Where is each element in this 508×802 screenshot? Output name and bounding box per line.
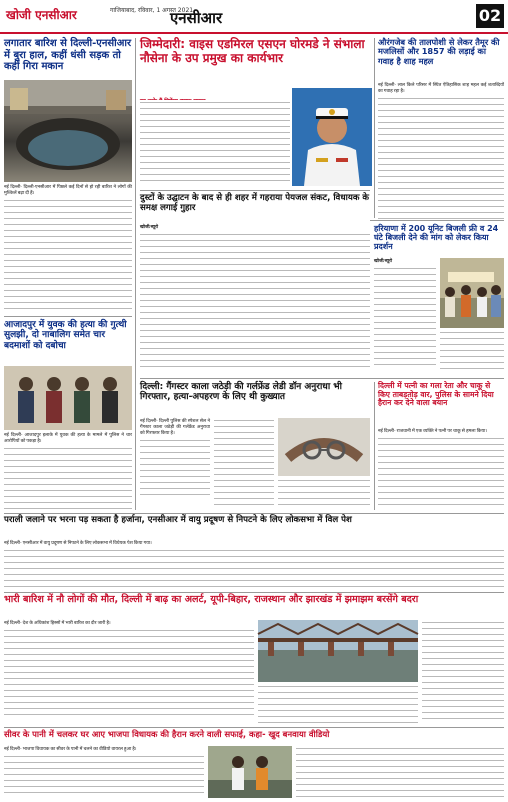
admiral-photo <box>292 88 372 186</box>
navy-byline-box <box>140 88 290 98</box>
arrest-photo-art <box>4 366 132 430</box>
arrest-photo <box>4 366 132 430</box>
aurangzeb-lead: नई दिल्ली- लाल किले परिसर में स्थित ऐतिहासिक शाह महल कई शताब्दियों का गवाह रहा है। <box>378 82 504 93</box>
knife-body <box>378 428 504 510</box>
gangster-body <box>140 418 210 510</box>
sewer-photo <box>208 746 292 798</box>
flood-headline-box <box>4 594 504 618</box>
sewer-photo-art <box>208 746 292 798</box>
rain-body-lines <box>4 198 132 314</box>
section-title: एनसीआर <box>170 9 223 27</box>
power-body <box>374 258 436 374</box>
gangster-body-lines-2 <box>214 418 274 510</box>
flood-body-lines <box>4 628 254 720</box>
protest-photo-art <box>440 258 504 328</box>
power-byline: खोजी/ब्यूरो <box>374 258 393 263</box>
handcuff-photo <box>278 418 370 476</box>
divider <box>4 727 504 728</box>
aurangzeb-headline-box <box>378 38 504 80</box>
flood-headline: भारी बारिश में नौ लोगों की मौत, दिल्ली में बाढ़ का अलर्ट, यूपी-बिहार, राजस्थान और झारखंड में झमाझम बरसेंगे बदरा <box>4 594 419 605</box>
flood-bridge-photo-art <box>258 620 418 682</box>
gangster-lead: नई दिल्ली- दिल्ली पुलिस की स्पेशल सेल ने गैंगस्टर काला जठेड़ी की गर्लफ्रेंड अनुराधा को गिरफ्तार किया है। <box>140 418 210 435</box>
sewer-body-lines <box>4 754 204 796</box>
knife-body-lines <box>378 436 504 506</box>
murder-headline-box <box>4 320 132 364</box>
flood-lead: नई दिल्ली- देश के अधिकांश हिस्सों में भारी बारिश का दौर जारी है। <box>4 620 111 625</box>
issue-date: गाजियाबाद, रविवार, 1 अगस्त 2021 <box>110 7 194 14</box>
stubble-body-lines <box>4 548 504 588</box>
navy-headline: वाइस एडमिरल एसएन घोरमडे ने संभाला नौसेना के उप प्रमुख का कार्यभार <box>140 37 365 65</box>
murder-lead: नई दिल्ली- आजादपुर इलाके में युवक की हत्या के मामले में पुलिस ने चार आरोपियों को पकड़ा है। <box>4 432 132 443</box>
divider <box>140 378 504 379</box>
sinkhole-photo <box>4 80 132 182</box>
water-byline: खोजी/ब्यूरो <box>140 224 159 229</box>
navy-body-lines <box>140 100 290 186</box>
rain-headline: लगातार बारिश से दिल्ली-एनसीआर में बुरा हाल, कहीं धंसी सड़क तो कहीं गिरा मकान <box>4 38 132 72</box>
flood-body-lines-2 <box>258 684 418 724</box>
water-body-lines <box>140 232 370 372</box>
murder-body-lines <box>4 446 132 510</box>
navy-kicker: जिम्मेदारी: <box>140 37 186 51</box>
page-header <box>0 0 508 34</box>
divider <box>370 220 504 221</box>
column-divider <box>135 38 136 510</box>
column-divider <box>374 382 375 510</box>
stubble-lead: नई दिल्ली- एनसीआर में वायु प्रदूषण से निपटने के लिए लोकसभा में विधेयक पेश किया गया। <box>4 540 152 545</box>
water-body <box>140 224 370 374</box>
divider <box>4 513 504 514</box>
aurangzeb-body-lines <box>378 96 504 220</box>
stubble-headline: पराली जलाने पर भरना पड़ सकता है हर्जाना, एनसीआर में वायु प्रदूषण से निपटने के लिए लोकसभा में विल पेश <box>4 515 352 525</box>
protest-photo <box>440 258 504 328</box>
flood-bridge-photo <box>258 620 418 682</box>
rain-body <box>4 184 132 312</box>
knife-headline-box <box>378 382 504 426</box>
aurangzeb-body <box>378 82 504 218</box>
gangster-headline-box <box>140 382 370 416</box>
sewer-lead: नई दिल्ली- भाजपा विधायक का सीवर के पानी में चलने का वीडियो वायरल हुआ है। <box>4 746 137 751</box>
admiral-photo-art <box>292 88 372 186</box>
murder-headline: आजादपुर में युवक की हत्या की गुत्थी सुलझी, दो नाबालिग समेत चार बदमाशों को दबोचा <box>4 320 127 351</box>
flood-body-lines-3 <box>422 620 504 724</box>
stubble-headline-box <box>4 516 504 538</box>
sewer-body-lines-2 <box>296 746 504 798</box>
column-divider <box>374 38 375 218</box>
navy-headline-box <box>140 38 370 86</box>
knife-lead: नई दिल्ली- राजधानी में एक व्यक्ति ने पत्नी पर चाकू से हमला किया। <box>378 428 488 433</box>
knife-headline: दिल्ली में पत्नी का गला रेता और चाकू से किए ताबड़तोड़ वार, पुलिस के सामने दिया हैरान कर देने वाला बयान <box>378 381 494 408</box>
sewer-headline-box <box>4 730 504 744</box>
handcuff-photo-art <box>278 418 370 476</box>
divider <box>4 316 132 317</box>
power-body-lines-2 <box>440 330 504 374</box>
aurangzeb-headline: औरंगजेब की तालपोशी से लेकर तैमूर की मजलिसों और 1857 की लड़ाई का गवाह है शाह महल <box>378 37 500 66</box>
newspaper-logo: खोजी एनसीआर <box>6 8 77 22</box>
power-headline: हरियाणा में 200 यूनिट बिजली फ्री व 24 घंटे बिजली देने की मांग को लेकर किया प्रदर्शन <box>374 224 499 252</box>
stubble-body <box>4 540 504 590</box>
water-headline-box <box>140 194 370 222</box>
sewer-headline: सीवर के पानी में चलकर घर आए भाजपा विधायक की हैरान करने वाली सफाई, कहा- खुद बनवाया वीडियो <box>4 729 330 739</box>
sewer-body <box>4 746 204 798</box>
gangster-body-lines <box>140 438 210 498</box>
rain-headline-box <box>4 38 132 78</box>
rain-lead: नई दिल्ली- दिल्ली-एनसीआर में पिछले कई दिनों से हो रही बारिश ने लोगों की मुश्किलें बढ़ा दी हैं। <box>4 184 132 195</box>
power-headline-box <box>374 224 504 256</box>
page-number: 02 <box>476 4 504 28</box>
power-body-lines <box>374 266 436 370</box>
gangster-body-lines-3 <box>278 478 370 510</box>
gangster-headline: दिल्ली: गैंगस्टर काला जठेड़ी की गर्लफ्रेंड लेडी डॉन अनुराधा भी गिरफ्तार, हत्या-अपहरण के लिए थी कुख्यात <box>140 382 342 403</box>
divider <box>140 190 370 191</box>
divider <box>4 592 504 593</box>
sinkhole-photo-art <box>4 80 132 182</box>
murder-body <box>4 432 132 510</box>
flood-body <box>4 620 254 724</box>
water-headline: दुस्टों के उद्घाटन के बाद से ही शहर में गहराया पेयजल संकट, विधायक के समक्ष लगाई गुहार <box>140 193 370 213</box>
